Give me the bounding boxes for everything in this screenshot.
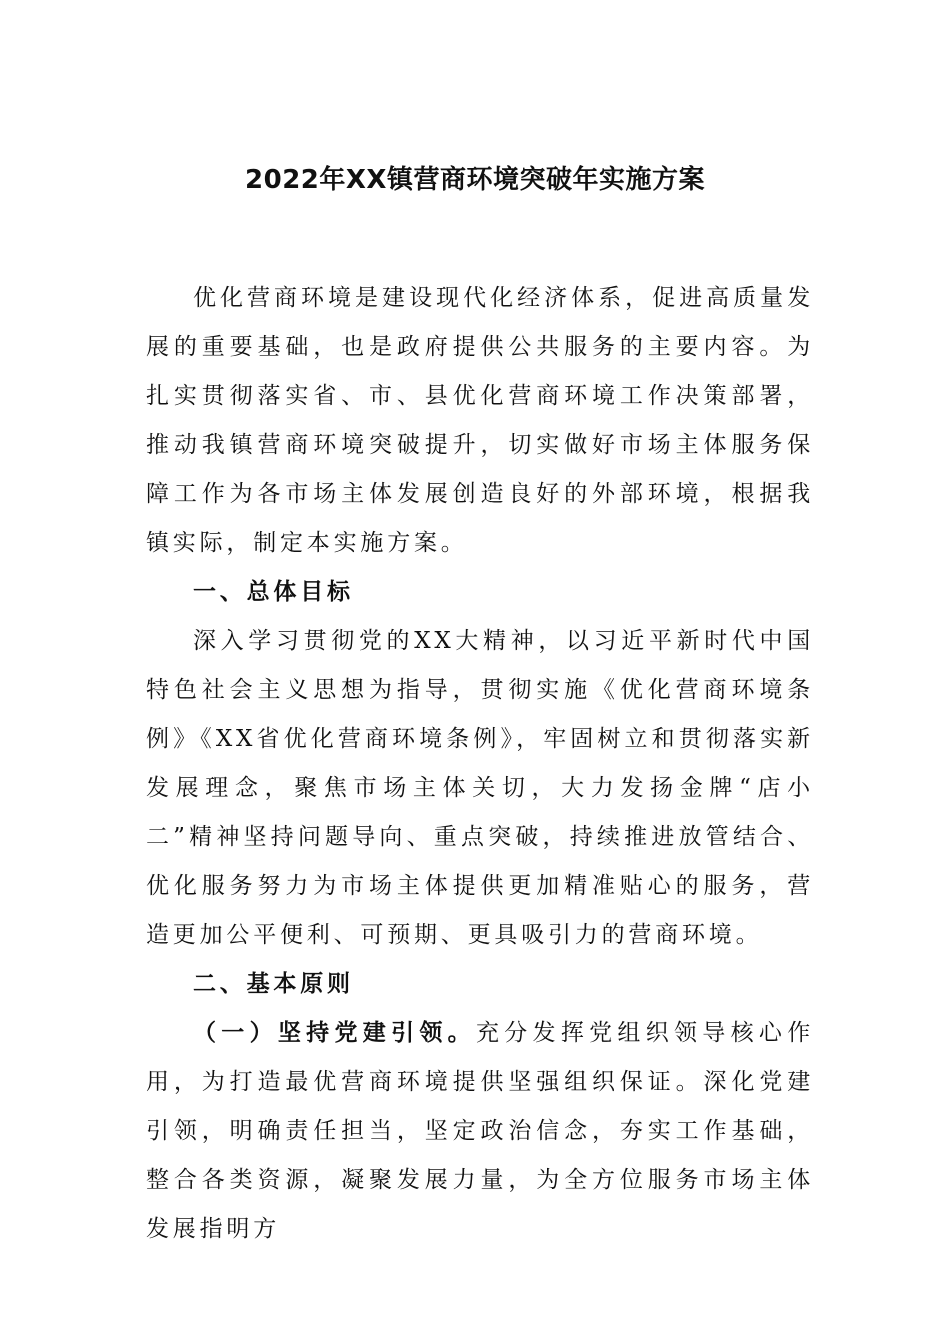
principle-item-text: 充分发挥党组织领导核心作用，为打造最优营商环境提供坚强组织保证。深化党建引领，明确责任担当，坚定政治信念，夯实工作基础，整合各类资源，凝聚发展力量，为全方位服务市场主体发展指明方 (146, 1020, 814, 1242)
principle-item-party-building (146, 1009, 814, 1254)
document-body (146, 274, 814, 1254)
principle-item-lead: （一）坚持党建引领。 (193, 1020, 476, 1046)
section-heading-overall-goal: 一、总体目标 (193, 579, 354, 605)
intro-paragraph: 优化营商环境是建设现代化经济体系，促进高质量发展的重要基础，也是政府提供公共服务的主要内容。为扎实贯彻落实省、市、县优化营商环境工作决策部署，推动我镇营商环境突破提升，切实做好市场主体服务保障工作为各市场主体发展创造良好的外部环境，根据我镇实际，制定本实施方案。 (146, 285, 814, 556)
overall-goal-paragraph: 深入学习贯彻党的XX大精神，以习近平新时代中国特色社会主义思想为指导，贯彻实施《优化营商环境条例》《XX省优化营商环境条例》，牢固树立和贯彻落实新发展理念，聚焦市场主体关切，大力发扬金牌“店小二”精神坚持问题导向、重点突破，持续推进放管结合、优化服务努力为市场主体提供更加精准贴心的服务，营造更加公平便利、可预期、更具吸引力的营商环境。 (146, 628, 814, 948)
section-heading-basic-principles: 二、基本原则 (193, 971, 354, 997)
document-title: 2022年XX镇营商环境突破年实施方案 (245, 165, 705, 195)
